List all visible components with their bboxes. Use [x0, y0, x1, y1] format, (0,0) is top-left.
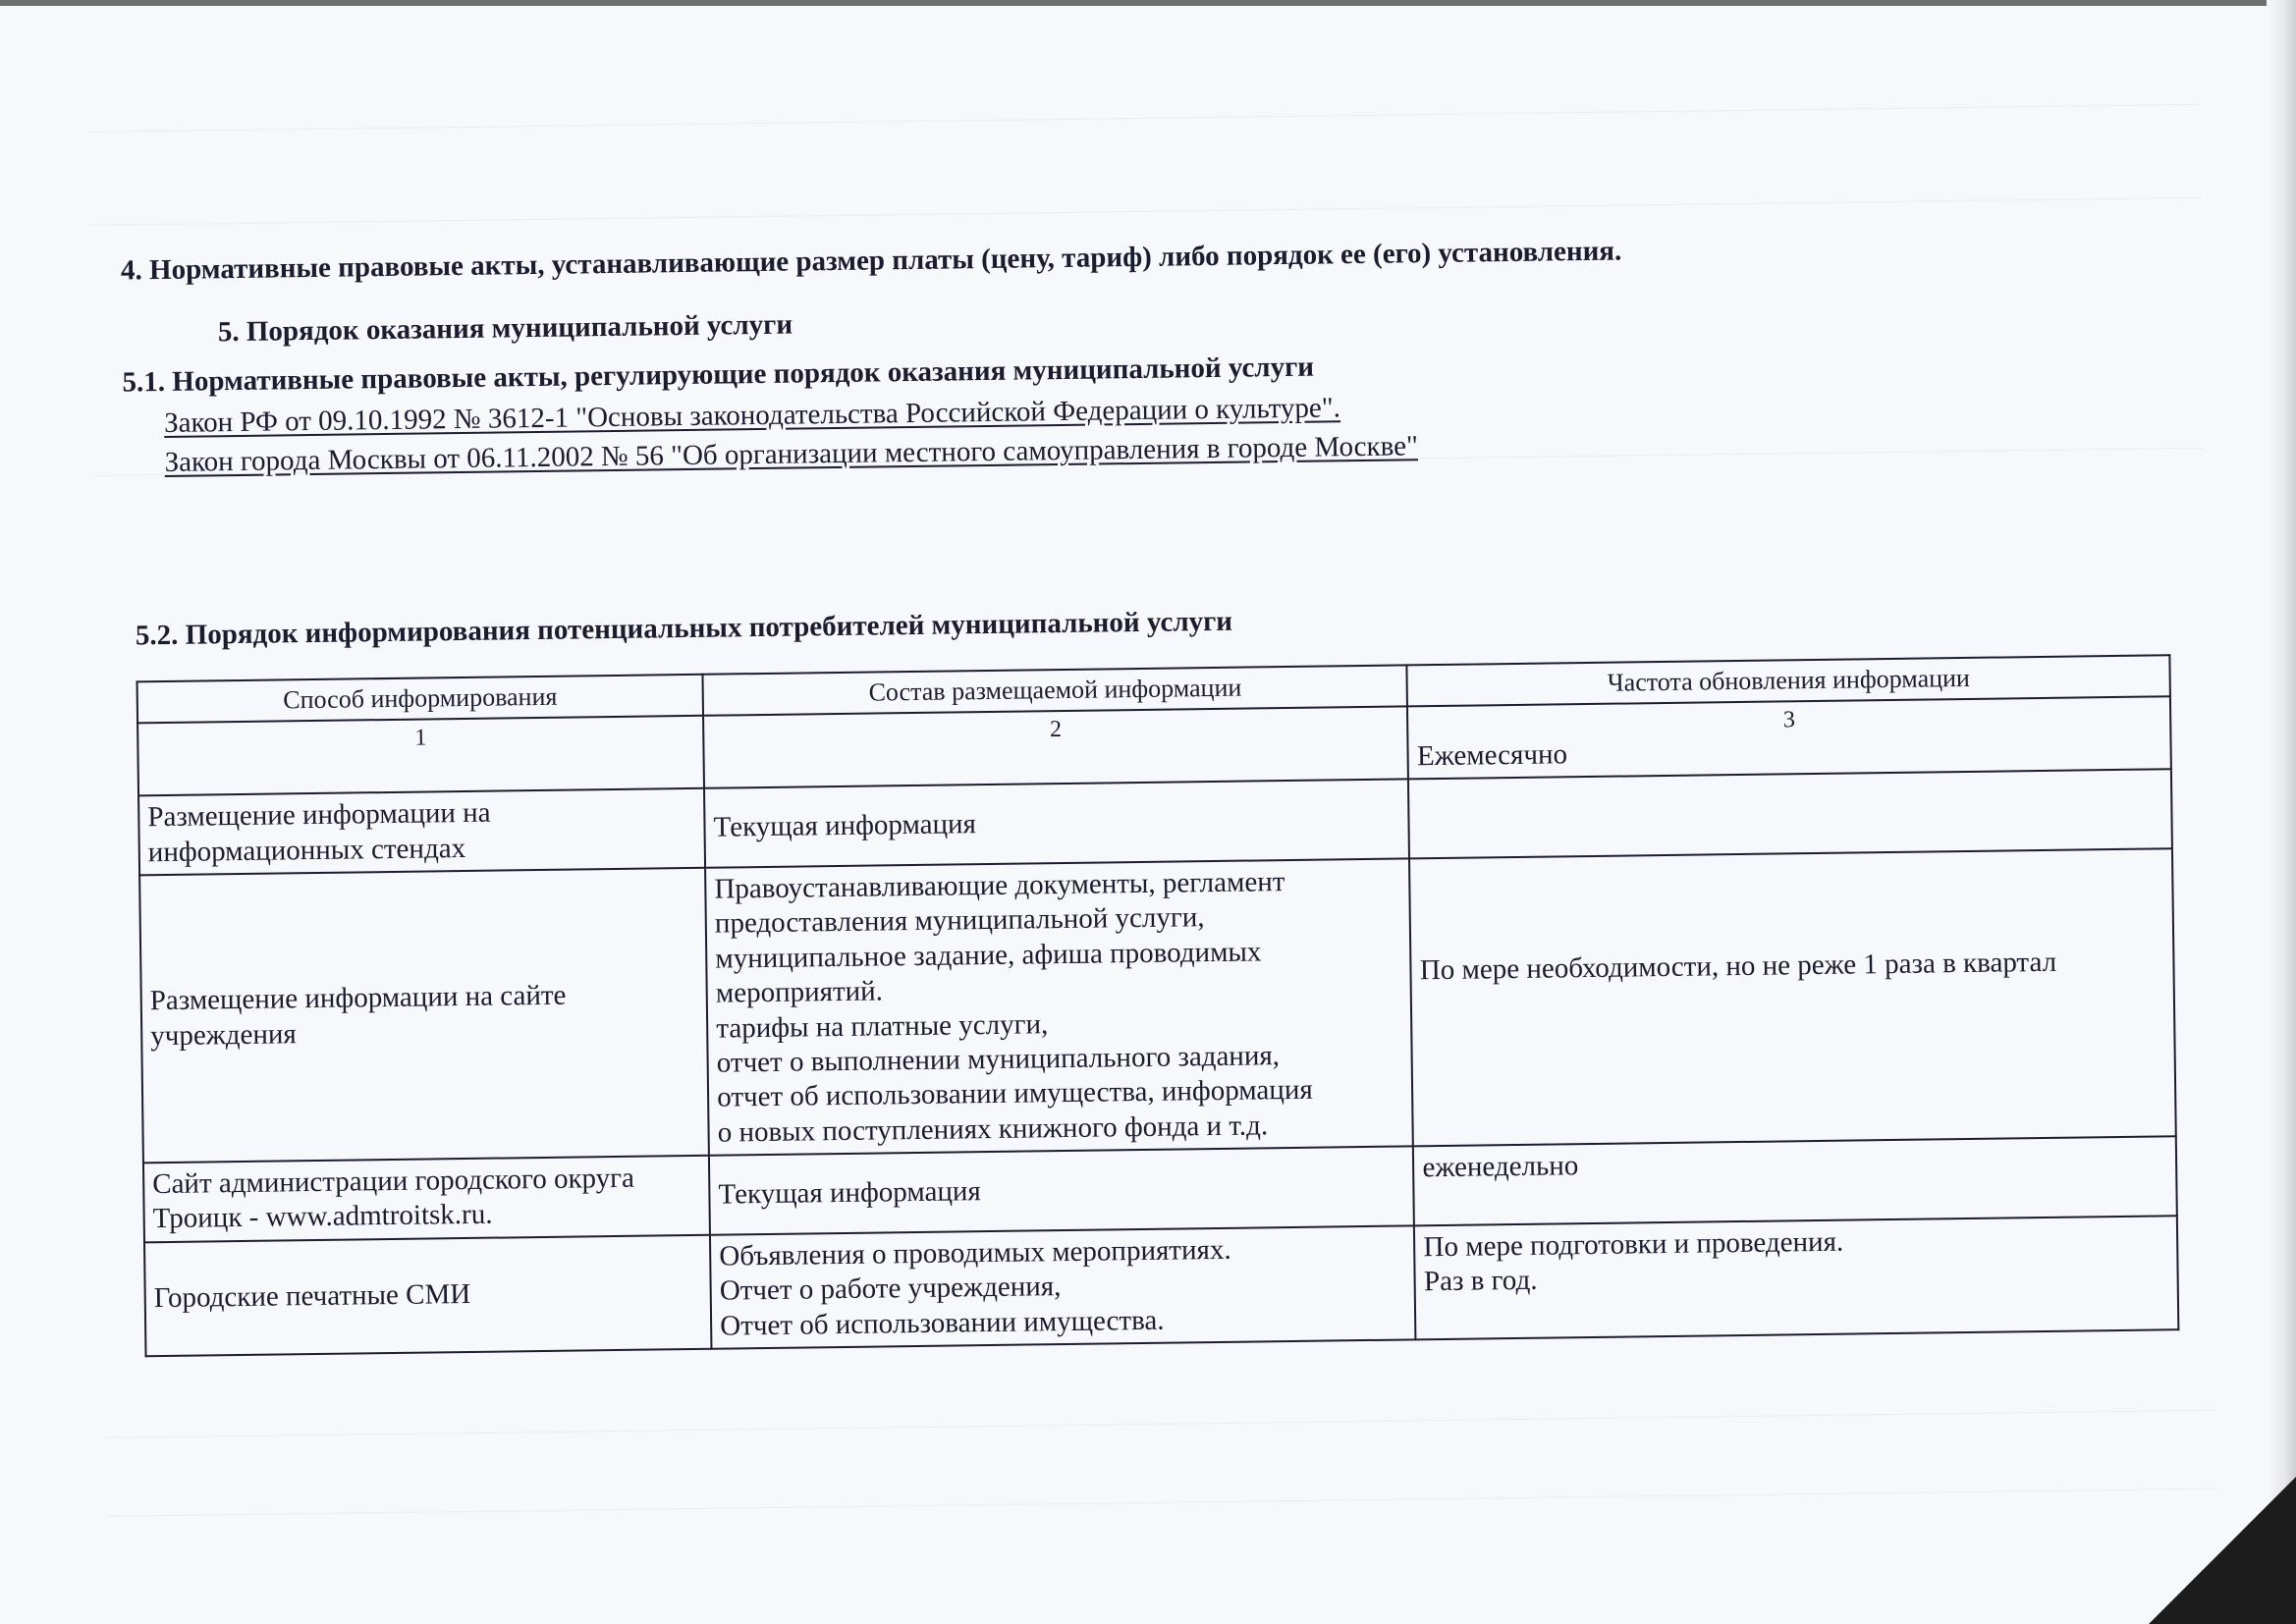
content-line: Отчет об использовании имущества.	[720, 1304, 1165, 1342]
frequency-line: По мере подготовки и проведения.	[1423, 1225, 1844, 1264]
frequency-cell	[1414, 1216, 2178, 1339]
information-methods-table	[137, 654, 2180, 1357]
column-number-1: 1	[137, 716, 704, 796]
method-line: Троицк - www.admtroitsk.ru.	[152, 1199, 493, 1235]
page-right-edge	[2267, 0, 2296, 1624]
method-line: учреждения	[150, 1017, 297, 1052]
content-line: о новых поступлениях книжного фонда и т.д.	[717, 1110, 1269, 1149]
header-frequency: Частота обновления информации	[1407, 655, 2170, 706]
content-line: Текущая информация	[718, 1174, 981, 1211]
frequency-line: Раз в год.	[1423, 1264, 1538, 1298]
method-cell	[144, 1235, 712, 1357]
content-line: отчет о выполнении муниципального задания,	[716, 1040, 1281, 1079]
frequency-cell	[1409, 848, 2175, 1146]
law-federal-culture: Закон РФ от 09.10.1992 № 3612-1 "Основы законодательства Российской Федерации о культуре".	[163, 392, 1341, 439]
content-line: предоставления муниципальной услуги,	[714, 901, 1205, 941]
section-5-2-heading: 5.2. Порядок информирования потенциальных потребителей муниципальной услуги	[135, 605, 1233, 652]
content-line: мероприятий.	[715, 975, 884, 1009]
method-cell	[139, 868, 709, 1164]
section-5-heading: 5. Порядок оказания муниципальной услуги	[217, 308, 793, 349]
content-line: тарифы на платные услуги,	[716, 1007, 1049, 1045]
content-line: Текущая информация	[713, 808, 977, 843]
column-number-3-cell	[1407, 696, 2171, 780]
content-line: Объявления о проводимых мероприятиях.	[719, 1233, 1231, 1272]
method-line: Городские печатные СМИ	[153, 1278, 471, 1315]
method-line: Сайт администрации городского округа	[152, 1162, 635, 1201]
content-cell	[705, 859, 1413, 1156]
column-number-3: 3	[1782, 706, 1796, 733]
bleed-through-line	[107, 1410, 2218, 1438]
frequency-line: еженедельно	[1422, 1150, 1579, 1184]
section-4-heading: 4. Нормативные правовые акты, устанавливающие размер платы (цену, тариф) либо порядок ее (его) установления.	[120, 235, 1622, 287]
header-method: Способ информирования	[137, 675, 704, 723]
method-line: информационных стендах	[147, 832, 466, 868]
law-moscow-self-government: Закон города Москвы от 06.11.2002 № 56 "Об организации местного самоуправления в городе Москве"	[164, 430, 1419, 478]
section-5-1-heading: 5.1. Нормативные правовые акты, регулирующие порядок оказания муниципальной услуги	[122, 351, 1315, 399]
content-line: муниципальное задание, афиша проводимых	[715, 936, 1262, 975]
method-line: Размещение информации на	[147, 797, 491, 834]
bleed-through-line	[89, 104, 2201, 133]
content-line: отчет об использовании имущества, информация	[717, 1074, 1313, 1114]
content-cell	[709, 1146, 1414, 1234]
method-cell	[138, 788, 705, 875]
header-content: Состав размещаемой информации	[703, 665, 1408, 715]
content-line: Правоустанавливающие документы, регламент	[714, 866, 1285, 905]
frequency-cell	[1408, 770, 2172, 859]
bleed-through-line	[108, 1489, 2219, 1517]
content-line: Отчет о работе учреждения,	[719, 1271, 1062, 1307]
frequency-monthly: Ежемесячно	[1416, 738, 1568, 773]
frequency-line: По мере необходимости, но не реже 1 раза в квартал	[1419, 946, 2057, 987]
column-number-2: 2	[703, 706, 1408, 788]
method-line: Размещение информации на сайте	[149, 979, 567, 1017]
content-cell	[704, 780, 1409, 868]
page-corner-curl	[2149, 1477, 2296, 1624]
table-row	[139, 848, 2176, 1163]
frequency-cell	[1413, 1136, 2177, 1225]
content-cell	[710, 1225, 1416, 1349]
method-cell	[143, 1156, 710, 1242]
bleed-through-line	[90, 197, 2202, 226]
